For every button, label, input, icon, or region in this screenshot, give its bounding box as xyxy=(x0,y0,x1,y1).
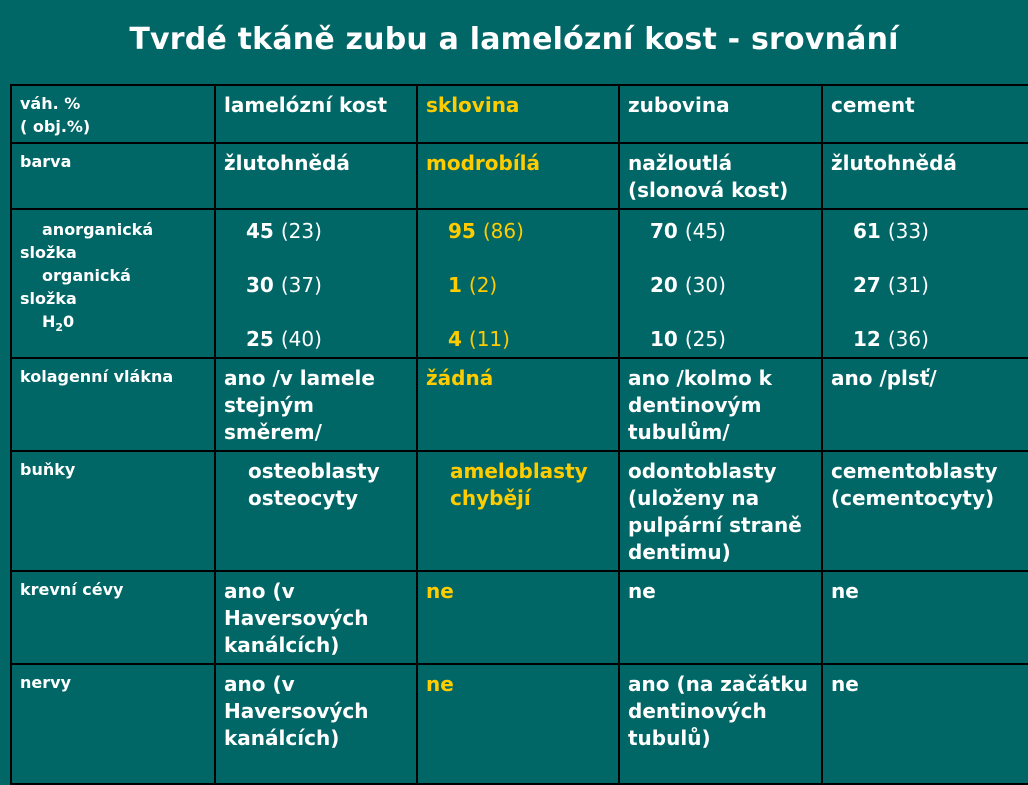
composition-cement xyxy=(822,209,1028,358)
kolagen-cement: ano /plsť/ xyxy=(822,358,1028,451)
label-slozka-2: složka xyxy=(20,289,77,308)
header-label-line2: ( obj.%) xyxy=(20,117,91,136)
barva-zubovina: nažloutlá (slonová kost) xyxy=(619,143,822,209)
value-org: 1 (2) xyxy=(448,273,498,297)
cevy-lamelozni-kost: ano (v Haversových kanálcích) xyxy=(215,571,417,664)
header-cement: cement xyxy=(822,85,1028,143)
composition-zubovina xyxy=(619,209,822,358)
cevy-sklovina: ne xyxy=(417,571,619,664)
row-label-nervy: nervy xyxy=(11,664,215,784)
nervy-sklovina: ne xyxy=(417,664,619,784)
value-org: 30 (37) xyxy=(246,273,322,297)
cevy-zubovina: ne xyxy=(619,571,822,664)
nervy-cement: ne xyxy=(822,664,1028,784)
value-org: 20 (30) xyxy=(650,273,726,297)
row-composition xyxy=(11,209,1028,358)
value-anorg: 61 (33) xyxy=(853,219,929,243)
nervy-zubovina: ano (na začátku dentinových tubulů) xyxy=(619,664,822,784)
bunky-cement: cementoblasty (cementocyty) xyxy=(822,451,1028,571)
label-slozka-1: složka xyxy=(20,243,77,262)
barva-sklovina: modrobílá xyxy=(417,143,619,209)
row-cevy xyxy=(11,571,1028,664)
label-organicka: organická xyxy=(42,266,131,285)
header-sklovina: sklovina xyxy=(417,85,619,143)
header-row xyxy=(11,85,1028,143)
row-label-barva: barva xyxy=(11,143,215,209)
value-water: 12 (36) xyxy=(853,327,929,351)
header-label-cell xyxy=(11,85,215,143)
bunky-zubovina: odontoblasty (uloženy na pulpární straně dentimu) xyxy=(619,451,822,571)
row-kolagen xyxy=(11,358,1028,451)
row-barva xyxy=(11,143,1028,209)
header-zubovina: zubovina xyxy=(619,85,822,143)
barva-cement: žlutohnědá xyxy=(822,143,1028,209)
header-label-line1: váh. % xyxy=(20,94,81,113)
label-anorganicka: anorganická xyxy=(42,220,154,239)
row-nervy xyxy=(11,664,1028,784)
bunky-sklovina: ameloblasty chybějí xyxy=(417,451,619,571)
value-org: 27 (31) xyxy=(853,273,929,297)
header-lamelozni-kost: lamelózní kost xyxy=(215,85,417,143)
nervy-lamelozni-kost: ano (v Haversových kanálcích) xyxy=(215,664,417,784)
value-anorg: 95 (86) xyxy=(448,219,524,243)
value-anorg: 70 (45) xyxy=(650,219,726,243)
value-water: 25 (40) xyxy=(246,327,322,351)
kolagen-lamelozni-kost: ano /v lamele stejným směrem/ xyxy=(215,358,417,451)
row-bunky xyxy=(11,451,1028,571)
kolagen-sklovina: žádná xyxy=(417,358,619,451)
row-label-bunky: buňky xyxy=(11,451,215,571)
value-anorg: 45 (23) xyxy=(246,219,322,243)
value-water: 10 (25) xyxy=(650,327,726,351)
row-label-kolagen: kolagenní vlákna xyxy=(11,358,215,451)
slide-title: Tvrdé tkáně zubu a lamelózní kost - srovnání xyxy=(129,22,899,57)
bunky-lamelozni-kost: osteoblasty osteocyty xyxy=(215,451,417,571)
value-water: 4 (11) xyxy=(448,327,510,351)
row-label-cevy: krevní cévy xyxy=(11,571,215,664)
cevy-cement: ne xyxy=(822,571,1028,664)
composition-lamelozni-kost xyxy=(215,209,417,358)
kolagen-zubovina: ano /kolmo k dentinovým tubulům/ xyxy=(619,358,822,451)
label-water: $H_20$ xyxy=(42,312,75,335)
comparison-table xyxy=(10,84,1028,785)
barva-lamelozni-kost: žlutohnědá xyxy=(215,143,417,209)
row-label-composition xyxy=(11,209,215,358)
composition-sklovina xyxy=(417,209,619,358)
